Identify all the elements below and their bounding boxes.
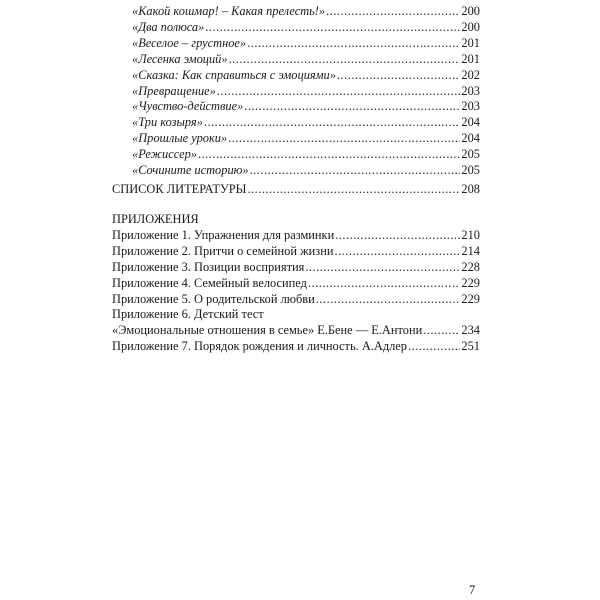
leader-dots: [250, 163, 461, 179]
toc-entry: [112, 36, 480, 52]
entry-page: 204: [461, 115, 480, 130]
entry-page: 200: [461, 4, 480, 18]
toc-entry: [112, 339, 480, 355]
page-number: 7: [469, 583, 476, 597]
entry-title: «Прошлые уроки»: [132, 131, 228, 146]
entry-title: Приложение 1. Упражнения для разминки: [112, 227, 335, 242]
entry-page: 201: [461, 51, 480, 66]
leader-dots: [337, 68, 460, 84]
exercise-entries: [112, 4, 480, 179]
entry-title: Приложение 2. Притчи о семейной жизни: [112, 243, 334, 258]
appendices-heading: ПРИЛОЖЕНИЯ: [112, 212, 199, 226]
toc-entry: [112, 163, 480, 179]
entry-page: 200: [461, 19, 480, 34]
leader-dots: [204, 115, 461, 131]
entry-title: «Эмоциональные отношения в семье» Е.Бене — Е.Антони: [112, 323, 423, 338]
leader-dots: [326, 4, 460, 20]
entry-title: «Сказка: Как справиться с эмоциями»: [132, 67, 336, 82]
entry-page: 202: [461, 67, 480, 82]
entry-page: 229: [461, 275, 480, 290]
entry-title: Приложение 7. Порядок рождения и личность. А.Адлер: [112, 339, 407, 354]
entry-title: «Веселое – грустное»: [132, 35, 247, 50]
entry-page: 234: [461, 323, 480, 338]
entry-title: СПИСОК ЛИТЕРАТУРЫ: [112, 182, 247, 196]
entry-page: 214: [461, 243, 480, 258]
leader-dots: [217, 84, 461, 100]
toc-entry: [112, 131, 480, 147]
entry-page: 203: [461, 99, 480, 114]
toc-entry-literature: [112, 182, 480, 198]
toc-entry: [112, 228, 480, 244]
toc-entry: [112, 84, 480, 100]
leader-dots: [198, 147, 460, 163]
toc-entry: [112, 115, 480, 131]
leader-dots: [205, 20, 460, 36]
leader-dots: [316, 292, 461, 308]
entry-title: «Режиссер»: [132, 147, 197, 162]
entry-page: 205: [461, 163, 480, 178]
entry-title: «Превращение»: [132, 83, 216, 98]
entry-title: «Два полюса»: [132, 19, 205, 34]
toc-entry: [112, 99, 480, 115]
leader-dots: [229, 52, 461, 68]
entry-title: Приложение 3. Позиции восприятия: [112, 259, 305, 274]
toc-entry: [112, 52, 480, 68]
entry-page: 203: [461, 83, 480, 98]
leader-dots: [423, 323, 460, 339]
toc-entry: [112, 20, 480, 36]
entry-title: «Три козыря»: [132, 115, 203, 130]
appendix-6-title: Приложение 6. Детский тест: [112, 307, 264, 322]
toc-entry: [112, 323, 480, 339]
entry-page: 251: [461, 339, 480, 354]
entry-page: 201: [461, 35, 480, 50]
entry-page: 208: [461, 182, 480, 196]
entry-page: 204: [461, 131, 480, 146]
entry-page: 210: [461, 227, 480, 242]
leader-dots: [308, 276, 460, 292]
entry-title: «Лесенка эмоций»: [132, 51, 228, 66]
entry-title: «Какой кошмар! – Какая прелесть!»: [132, 4, 326, 18]
literature-section: [112, 182, 480, 198]
leader-dots: [408, 339, 460, 355]
entry-title: Приложение 4. Семейный велосипед: [112, 275, 307, 290]
toc-entry: [112, 260, 480, 276]
toc-entry: [112, 276, 480, 292]
leader-dots: [228, 131, 460, 147]
entry-title: «Чувство-действие»: [132, 99, 244, 114]
leader-dots: [334, 244, 460, 260]
toc-entry: [112, 292, 480, 308]
entry-page: 229: [461, 291, 480, 306]
leader-dots: [247, 182, 460, 198]
entry-title: «Сочините историю»: [132, 163, 249, 178]
entry-title: Приложение 5. О родительской любви: [112, 291, 315, 306]
entry-page: 228: [461, 259, 480, 274]
leader-dots: [247, 36, 460, 52]
leader-dots: [305, 260, 460, 276]
toc-entry: [112, 244, 480, 260]
toc-entry: [112, 147, 480, 163]
leader-dots: [335, 228, 460, 244]
toc-entry: [112, 4, 480, 20]
entry-page: 205: [461, 147, 480, 162]
appendices-section: [112, 212, 480, 355]
toc-entry: [112, 68, 480, 84]
leader-dots: [244, 99, 460, 115]
